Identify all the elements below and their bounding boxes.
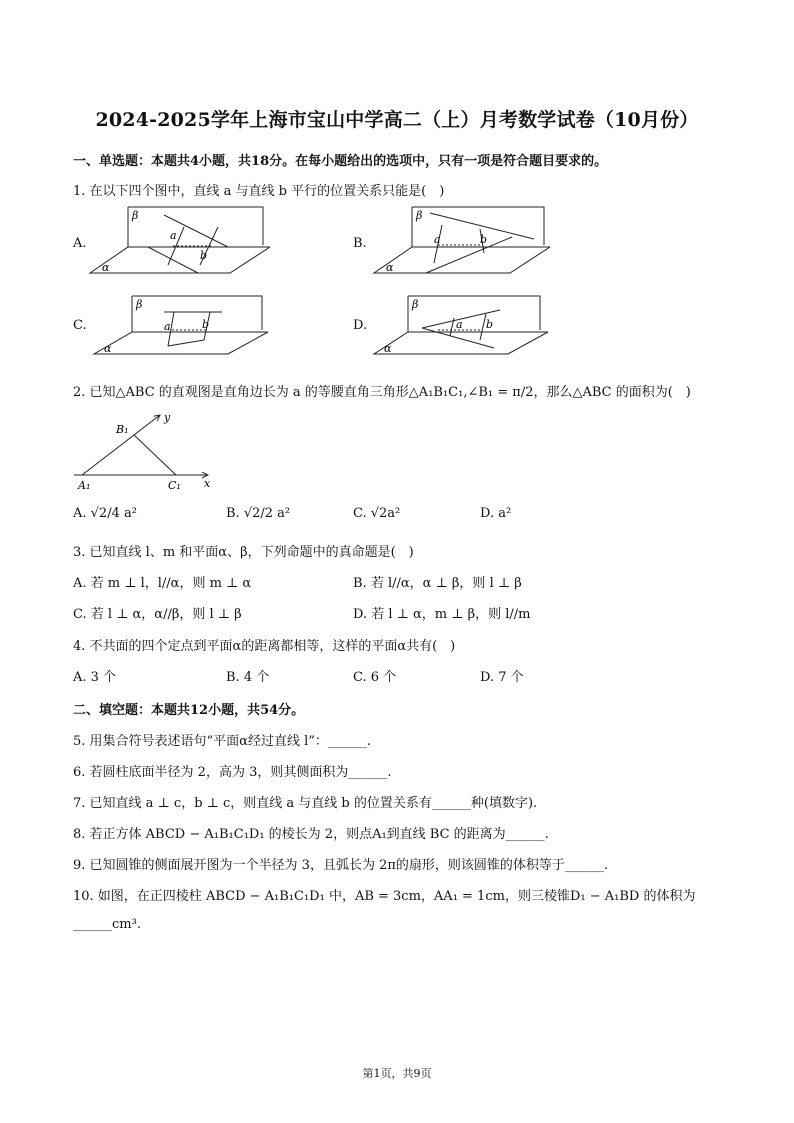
q1a-b: b (200, 249, 208, 262)
question-1-stem: 1. 在以下四个图中，直线 a 与直线 b 平行的位置关系只能是( ) (73, 184, 445, 199)
question-6: 6. 若圆柱底面半径为 2，高为 3，则其侧面积为______. (73, 765, 392, 780)
question-10-line2: ______cm³. (73, 917, 141, 932)
question-4-stem: 4. 不共面的四个定点到平面α的距离都相等，这样的平面α共有( ) (73, 639, 456, 654)
q4-option-a: A. 3 个 (73, 670, 117, 685)
q3-option-c: C. 若 l ⊥ α，α//β，则 l ⊥ β (73, 607, 242, 622)
q2-c1-label: C₁ (168, 479, 181, 492)
question-3-stem: 3. 已知直线 l、m 和平面α、β，下列命题中的真命题是( ) (73, 545, 414, 560)
q1-figure-b (372, 203, 550, 277)
q2-a1-label: A₁ (78, 479, 91, 492)
q1d-beta: β (412, 298, 419, 311)
q1b-beta: β (416, 209, 423, 222)
question-8: 8. 若正方体 ABCD − A₁B₁C₁D₁ 的棱长为 2，则点A₁到直线 BC 的距离为______. (73, 827, 549, 842)
question-5: 5. 用集合符号表述语句“平面α经过直线 l”：______. (73, 734, 372, 749)
q3-option-d: D. 若 l ⊥ α，m ⊥ β，则 l//m (353, 607, 531, 622)
question-7: 7. 已知直线 a ⊥ c，b ⊥ c，则直线 a 与直线 b 的位置关系有______种(填数字). (73, 796, 538, 811)
q2-option-d: D. a² (480, 506, 512, 521)
q2-y-label: y (164, 411, 171, 424)
q1d-alpha: α (384, 342, 392, 355)
q1-figure-c (92, 292, 268, 358)
q4-option-c: C. 6 个 (353, 670, 397, 685)
q1c-beta: β (136, 298, 143, 311)
q1a-alpha: α (102, 261, 110, 274)
question-9: 9. 已知圆锥的侧面展开图为一个半径为 3，且弧长为 2π的扇形，则该圆锥的体积等于______. (73, 858, 609, 873)
q4-option-d: D. 7 个 (480, 670, 524, 685)
q1d-b: b (486, 318, 494, 331)
q1-figure-d (372, 292, 548, 358)
q2-option-a: A. √2/4 a² (73, 506, 137, 521)
section-2-heading: 二、填空题：本题共12小题，共54分。 (73, 703, 305, 718)
q1c-alpha: α (104, 342, 112, 355)
q1b-a: a (434, 233, 441, 246)
q2-option-b: B. √2/2 a² (226, 506, 291, 521)
q1b-alpha: α (386, 261, 394, 274)
q3-option-a: A. 若 m ⊥ l，l//α，则 m ⊥ α (73, 576, 252, 591)
question-10-line1: 10. 如图，在正四棱柱 ABCD − A₁B₁C₁D₁ 中，AB = 3cm，AA₁ = 1cm，则三棱锥D₁ − A₁BD 的体积为 (73, 889, 696, 904)
q2-b1-label: B₁ (116, 423, 129, 436)
q2-option-c: C. √2a² (353, 506, 401, 521)
q1c-a: a (164, 320, 171, 333)
q1b-b: b (480, 233, 488, 246)
q2-figure (68, 405, 218, 493)
q2-x-label: x (204, 477, 211, 490)
q1a-a: a (170, 229, 177, 242)
q1-option-a-label: A. (73, 236, 87, 251)
page-footer: 第1页，共9页 (362, 1067, 432, 1080)
q1-option-b-label: B. (353, 236, 367, 251)
section-1-heading: 一、单选题：本题共4小题，共18分。在每小题给出的选项中，只有一项是符合题目要求的。 (73, 154, 608, 169)
page-title: 2024-2025学年上海市宝山中学高二（上）月考数学试卷（10月份） (95, 109, 699, 131)
q1c-b: b (202, 318, 210, 331)
q1-option-c-label: C. (73, 318, 87, 333)
q1d-a: a (456, 318, 463, 331)
q3-option-b: B. 若 l//α，α ⊥ β，则 l ⊥ β (353, 576, 522, 591)
q4-option-b: B. 4 个 (226, 670, 270, 685)
q1-figure-a (88, 203, 270, 277)
q1-option-d-label: D. (353, 318, 368, 333)
q1a-beta: β (132, 209, 139, 222)
question-2-stem: 2. 已知△ABC 的直观图是直角边长为 a 的等腰直角三角形△A₁B₁C₁,∠B₁ = π/2，那么△ABC 的面积为( ) (73, 385, 691, 400)
